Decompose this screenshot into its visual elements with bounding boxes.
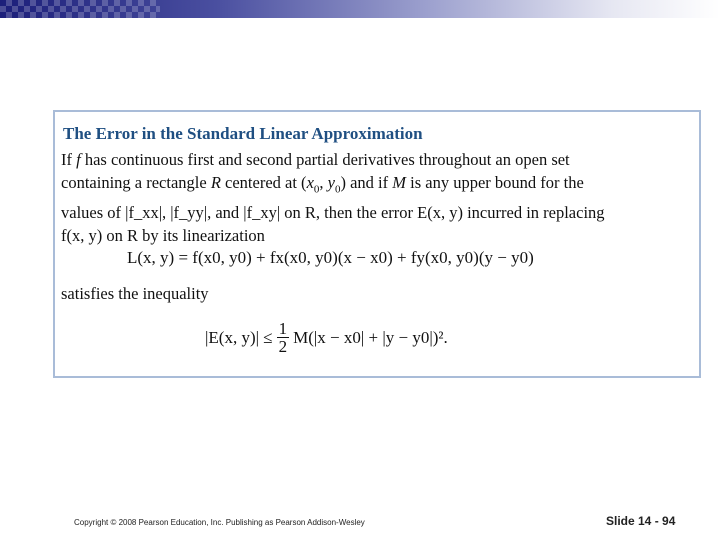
- slide-number: Slide 14 - 94: [606, 514, 676, 528]
- fraction-denominator: 2: [278, 337, 288, 356]
- body-var: M: [392, 173, 406, 192]
- body-text: centered at (: [220, 173, 307, 192]
- body-text: ,: [319, 173, 328, 192]
- fraction-numerator: 1: [278, 319, 288, 338]
- body-text: ) and if: [340, 173, 393, 192]
- body-text: containing a rectangle: [61, 173, 211, 192]
- body-line-4: f(x, y) on R by its linearization: [61, 226, 265, 246]
- copyright-footer: Copyright © 2008 Pearson Education, Inc. Publishing as Pearson Addison-Wesley: [74, 518, 365, 527]
- body-line-2: [61, 171, 681, 201]
- satisfies-text: satisfies the inequality: [61, 284, 209, 303]
- linearization-equation: L(x, y) = f(x0, y0) + fx(x0, y0)(x − x0) + fy(x0, y0)(y − y0): [127, 248, 534, 267]
- body-sub: 0: [334, 183, 341, 196]
- theorem-title: The Error in the Standard Linear Approximation: [63, 124, 423, 143]
- theorem-box: [53, 110, 701, 378]
- inequality-rhs: M(|x − x0| + |y − y0|)².: [293, 327, 448, 347]
- body-var: y: [327, 173, 335, 192]
- body-var: x: [306, 173, 314, 192]
- body-var: f: [76, 150, 81, 169]
- checker-pattern: [0, 0, 160, 18]
- body-line-1: [61, 148, 681, 171]
- body-var: R: [210, 173, 221, 192]
- top-decorative-bar: [0, 0, 720, 18]
- error-inequality: [205, 320, 448, 355]
- fraction-one-half: [277, 320, 290, 355]
- body-text: is any upper bound for the: [406, 173, 584, 192]
- inequality-lhs: |E(x, y)| ≤: [205, 327, 273, 347]
- theorem-body: [61, 148, 681, 247]
- body-text: If: [61, 150, 77, 169]
- body-sub: 0: [313, 183, 320, 196]
- body-text: has continuous first and second partial derivatives throughout an open set: [80, 150, 570, 169]
- body-line-3: values of |f_xx|, |f_yy|, and |f_xy| on R, then the error E(x, y) incurred in replacing: [61, 203, 605, 223]
